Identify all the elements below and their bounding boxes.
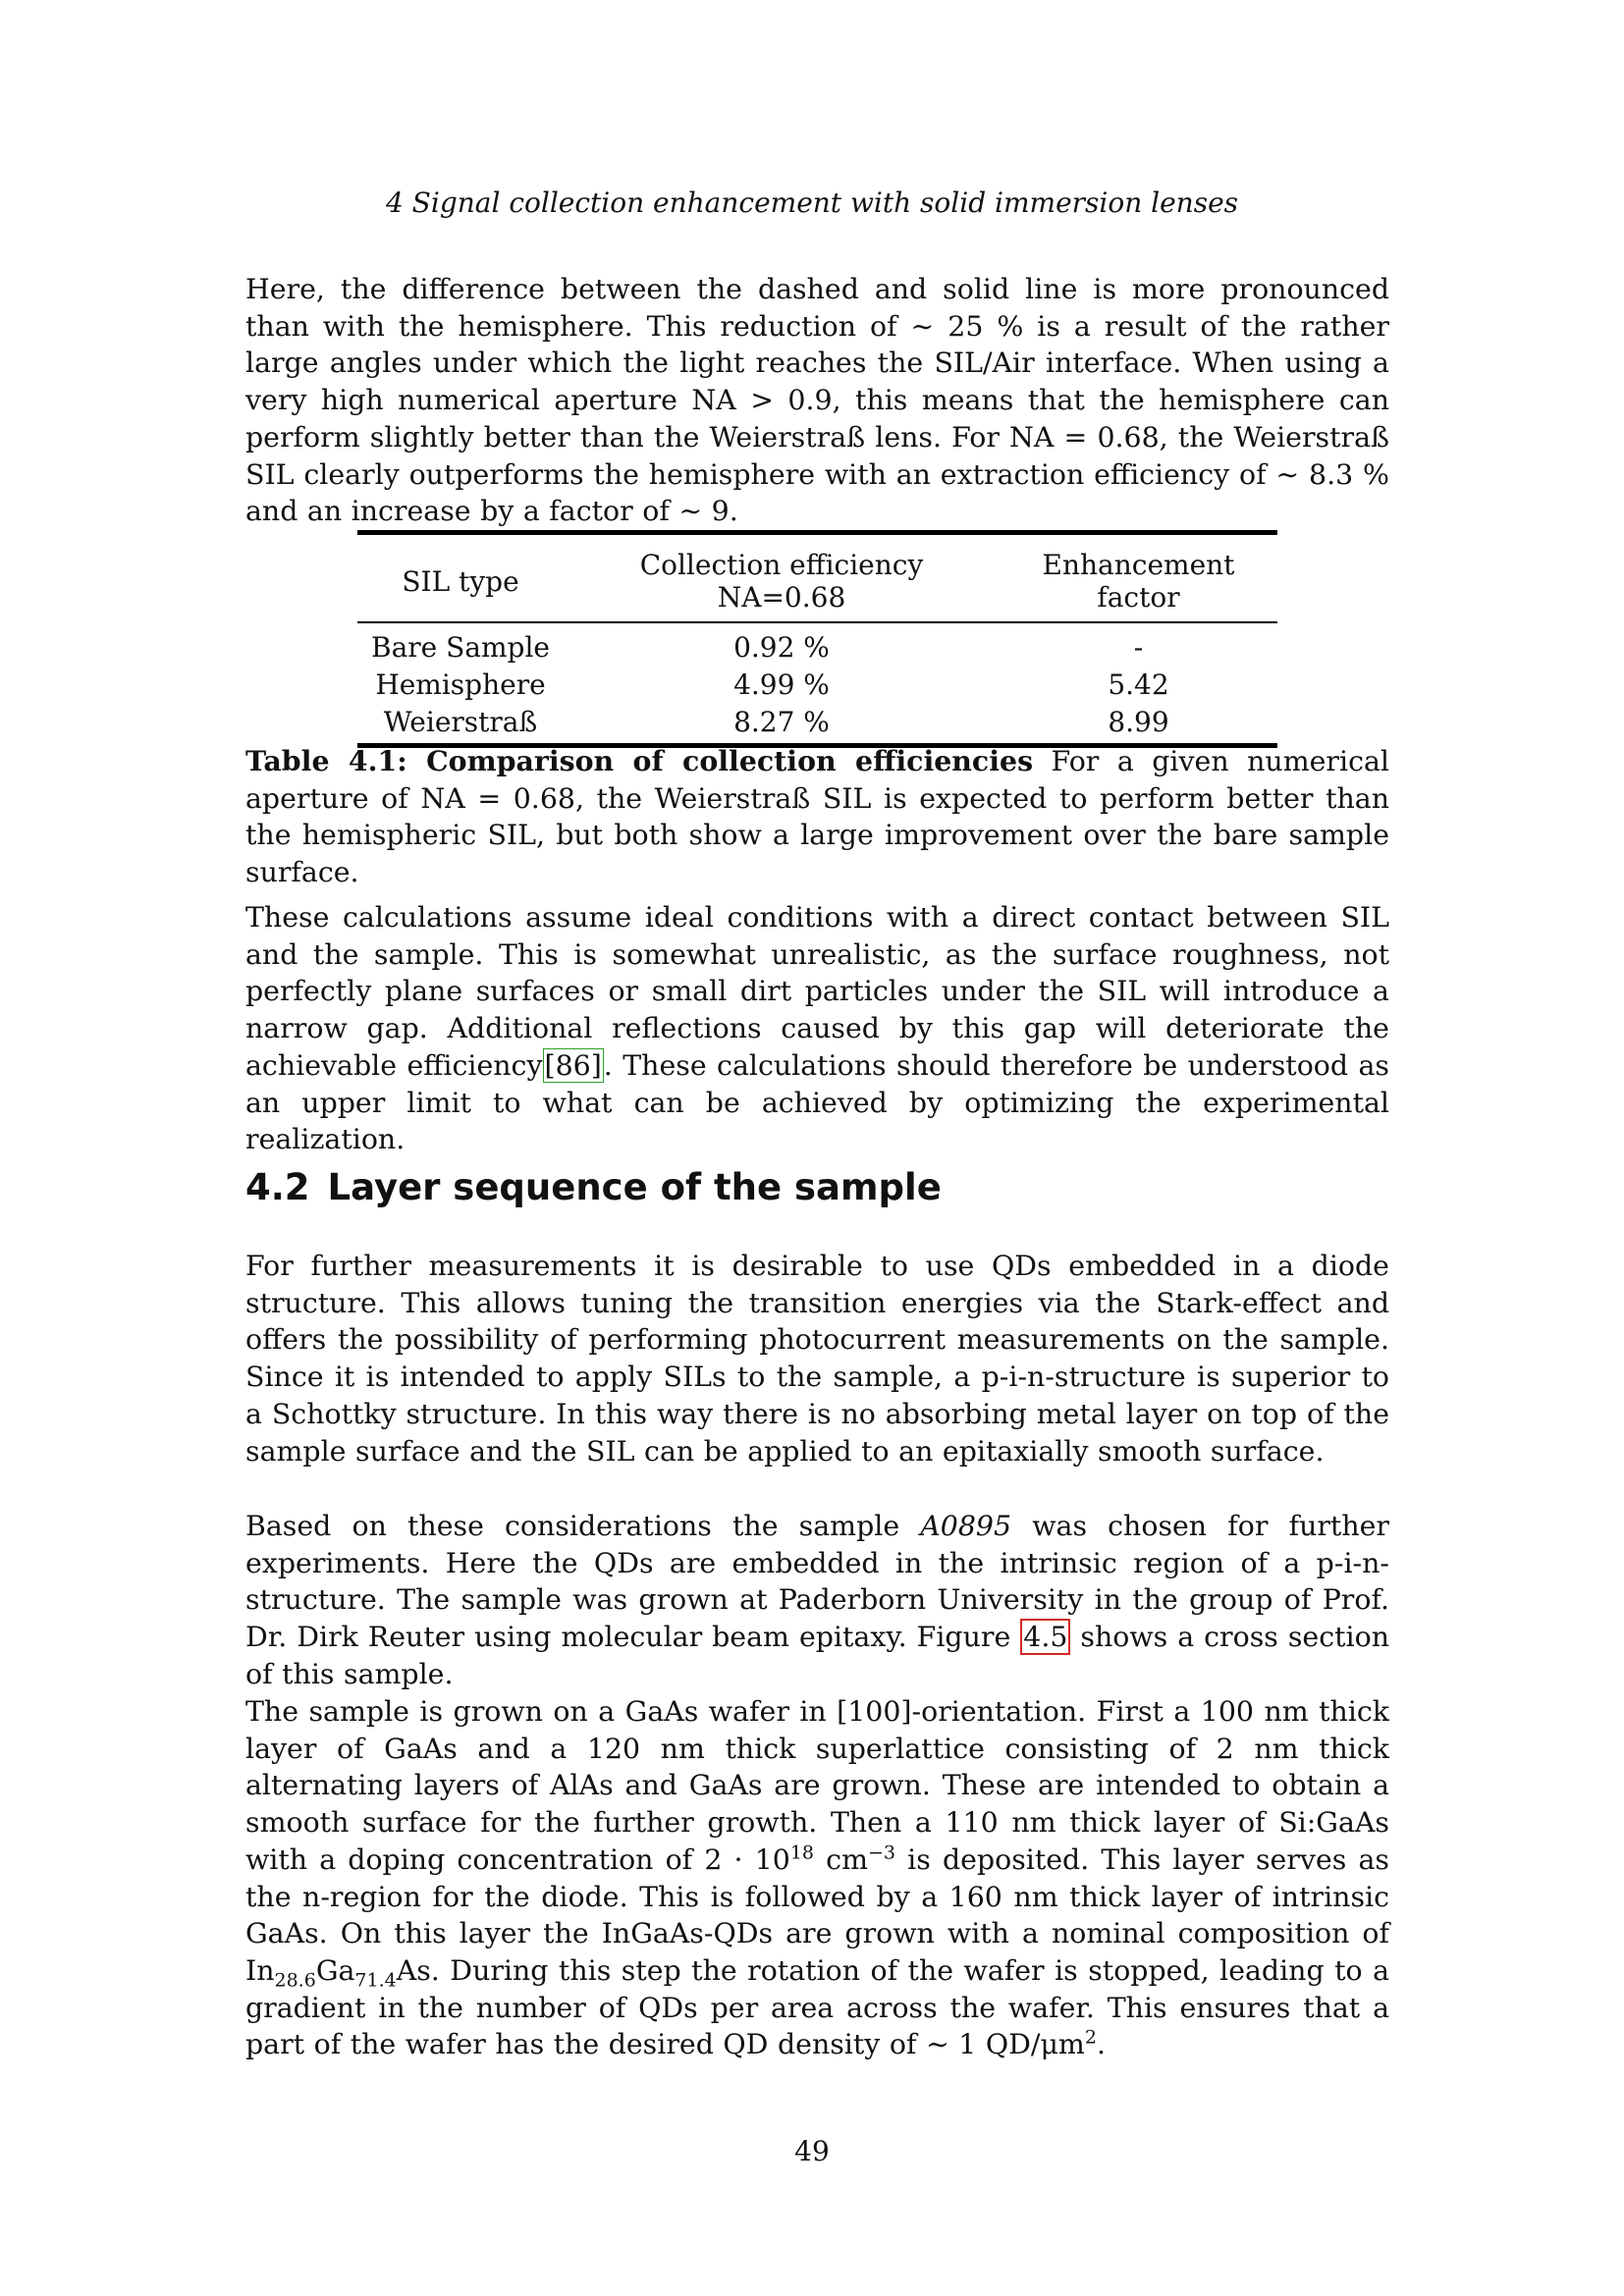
caption-text: For a given numerical aperture of NA = 0.68, the Weierstraß SIL is expected to perform better than the hemispheric SIL, but both show a large improvement over the bare sample surface.	[245, 745, 1389, 889]
subscript: 71.4	[354, 1969, 397, 1992]
table-row	[357, 704, 1277, 746]
table-cell: Weierstraß	[383, 706, 538, 738]
paragraph-4-text-end: shows a cross section of this sample.	[245, 1621, 1389, 1690]
paragraph-5-text: Ga	[315, 1953, 355, 1987]
table-cell: 0.92 %	[733, 631, 830, 664]
paragraph-4-text: Based on these considerations the sample	[245, 1510, 921, 1542]
citation-link[interactable]: [86]	[544, 1048, 602, 1082]
paragraph-5-text: .	[1096, 2028, 1106, 2061]
paragraph-3	[245, 1248, 1389, 1469]
collection-efficiency-table	[357, 530, 1277, 748]
figure-link[interactable]: 4.5	[1020, 1619, 1070, 1655]
table-header-cell: Enhancement factor	[1000, 533, 1277, 623]
table-row	[357, 622, 1277, 667]
subscript: 28.6	[274, 1969, 316, 1992]
page-number: 49	[794, 2135, 830, 2167]
paragraph-1	[245, 271, 1389, 530]
exponent: 2	[1084, 2026, 1097, 2049]
paragraph-5-text: is deposited. This layer serves as the n-region for the diode. This is followed by a 160 nm thick layer of intrinsic GaAs. On this layer the InGaAs-QDs are grown with a nominal composition of In	[245, 1842, 1389, 1987]
paragraph-2	[245, 899, 1389, 1158]
section-heading	[245, 1166, 942, 1208]
paragraph-5	[245, 1693, 1389, 2063]
paragraph-4-text-mid: was chosen for further experiments. Here the QDs are embedded in the intrinsic region of a p-i-n-structure. The sample was grown at Paderborn University in the group of Prof. Dr. Dirk Reuter using molecular beam epitaxy. Figure	[245, 1510, 1390, 1654]
table-cell: 4.99 %	[733, 668, 830, 701]
paragraph-5-text: The sample is grown on a GaAs wafer in [100]-orientation. First a 100 nm thick layer of GaAs and a 120 nm thick superlattice consisting of 2 nm thick alternating layers of AlAs and GaAs are grown. These are intended to obtain a smooth surface for the further growth. Then a 110 nm thick layer of Si:GaAs with a doping concentration of 2 · 10	[245, 1695, 1389, 1876]
paragraph-5-text: As. During this step the rotation of the wafer is stopped, leading to a gradient in the number of QDs per area across the wafer. This ensures that a part of the wafer has the desired QD density of ∼ 1 QD/μm	[245, 1953, 1389, 2061]
table-header-cell: SIL type	[357, 533, 564, 623]
running-header: 4 Signal collection enhancement with solid immersion lenses	[385, 187, 1239, 219]
paragraph-1-text: Here, the difference between the dashed and solid line is more pronounced than with the hemisphere. This reduction of ∼ 25 % is a result of the rather large angles under which the light reaches the SIL/Air interface. When using a very high numerical aperture NA > 0.9, this means that the hemisphere can perform slightly better than the Weierstraß lens. For NA = 0.68, the Weierstraß SIL clearly outperforms the hemisphere with an extraction efficiency of ∼ 8.3 % and an increase by a factor of ∼ 9.	[245, 273, 1389, 528]
paragraph-3-text: For further measurements it is desirable to use QDs embedded in a diode structure. This allows tuning the transition energies via the Stark-effect and offers the possibility of performing photocurrent measurements on the sample. Since it is intended to apply SILs to the sample, a p-i-n-structure is superior to a Schottky structure. In this way there is no absorbing metal layer on top of the sample surface and the SIL can be applied to an epitaxially smooth surface.	[245, 1250, 1389, 1468]
table-cell: -	[1133, 631, 1144, 664]
paragraph-2-text-end: . These calculations should therefore be understood as an upper limit to what can be achieved by optimizing the experimental realization.	[245, 1048, 1389, 1156]
table-cell: Hemisphere	[375, 668, 546, 701]
table-row	[357, 667, 1277, 704]
sample-name: A0895	[920, 1510, 1012, 1542]
table-cell: 5.42	[1108, 668, 1169, 701]
table-cell: 8.99	[1108, 706, 1169, 738]
table-cell: Bare Sample	[371, 631, 550, 664]
exponent: −3	[868, 1842, 896, 1864]
paragraph-5-text: cm	[814, 1842, 868, 1876]
table-cell: 8.27 %	[733, 706, 830, 738]
exponent: 18	[789, 1842, 815, 1864]
section-title: Layer sequence of the sample	[327, 1166, 942, 1208]
caption-label: Table 4.1: Comparison of collection efficiencies	[245, 744, 1034, 777]
table-caption	[245, 743, 1389, 891]
table-header-cell: Collection efficiency NA=0.68	[564, 533, 1000, 623]
section-number: 4.2	[245, 1166, 310, 1208]
table-header-row	[357, 533, 1277, 623]
paragraph-4	[245, 1508, 1389, 1693]
paragraph-2-text: These calculations assume ideal conditions with a direct contact between SIL and the sample. This is somewhat unrealistic, as the surface roughness, not perfectly plane surfaces or small dirt particles under the SIL will introduce a narrow gap. Additional reflections caused by this gap will deteriorate the achievable efficiency	[245, 901, 1389, 1082]
